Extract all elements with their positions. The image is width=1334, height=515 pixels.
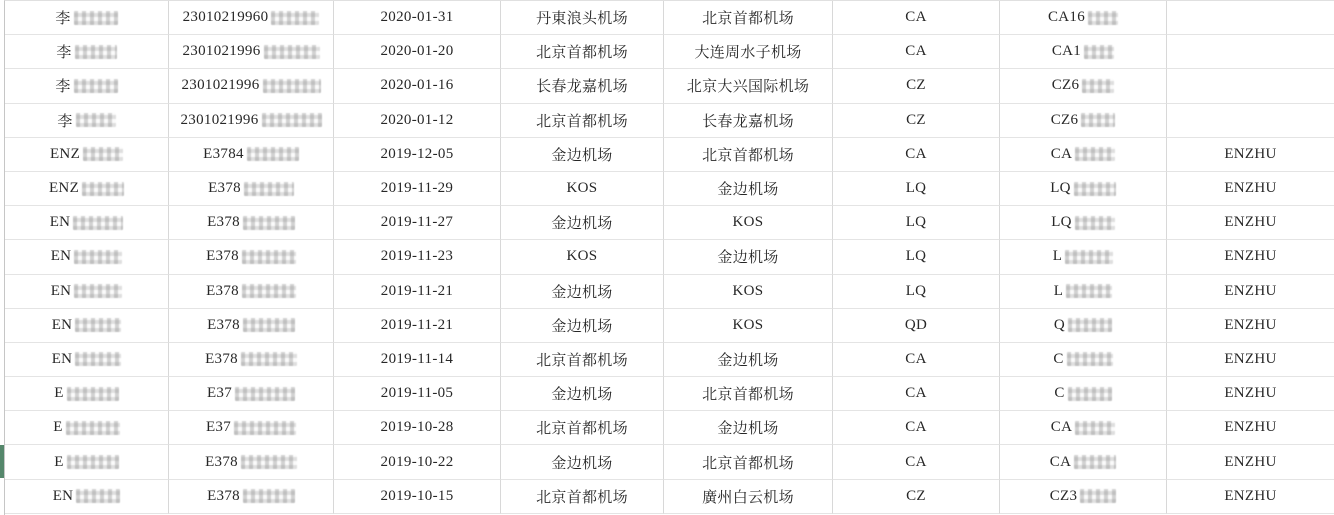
cell-text: E	[53, 419, 63, 436]
cell-id-number[interactable]	[169, 275, 334, 309]
cell-airline-code[interactable]	[833, 240, 1000, 274]
cell-text: E378	[207, 487, 240, 504]
cell-text: 廣州白云机场	[702, 489, 794, 506]
redacted-blur-patch	[1066, 284, 1112, 298]
redacted-blur-patch	[241, 352, 297, 366]
cell-text: 金边机场	[551, 318, 613, 335]
redacted-blur-patch	[242, 284, 296, 298]
cell-text: EN	[50, 248, 72, 265]
cell-text: EN	[50, 282, 72, 299]
cell-text: 李	[55, 11, 71, 28]
cell-text: 长春龙嘉机场	[536, 79, 628, 96]
cell-passenger-code[interactable]	[1167, 138, 1334, 172]
cell-text: 金边机场	[551, 284, 613, 301]
cell-passenger-code[interactable]	[1167, 206, 1334, 240]
redacted-blur-patch	[1075, 421, 1115, 435]
cell-arrival-airport[interactable]	[664, 275, 833, 309]
cell-flight-date[interactable]	[334, 480, 501, 514]
cell-departure-airport[interactable]	[501, 69, 664, 103]
cell-passenger-name[interactable]	[5, 172, 169, 206]
cell-flight-number[interactable]	[1000, 69, 1167, 103]
cell-passenger-code[interactable]	[1167, 377, 1334, 411]
cell-airline-code[interactable]	[833, 35, 1000, 69]
cell-text: KOS	[732, 214, 764, 231]
cell-flight-date[interactable]	[334, 206, 501, 240]
cell-text: 2019-11-29	[380, 180, 454, 197]
cell-passenger-name[interactable]	[5, 480, 169, 514]
cell-flight-date[interactable]	[334, 445, 501, 479]
cell-passenger-name[interactable]	[5, 377, 169, 411]
redacted-blur-patch	[1074, 182, 1116, 196]
cell-flight-date[interactable]	[334, 240, 501, 274]
cell-text: E378	[206, 248, 239, 265]
cell-passenger-code[interactable]	[1167, 35, 1334, 69]
cell-flight-number[interactable]	[1000, 35, 1167, 69]
redacted-blur-patch	[1065, 250, 1113, 264]
redacted-blur-patch	[67, 387, 119, 401]
cell-text: KOS	[566, 248, 598, 265]
cell-text: ENZHU	[1224, 385, 1277, 402]
cell-text: CA	[905, 43, 927, 60]
redacted-blur-patch	[1075, 216, 1115, 230]
cell-text: 北京首都机场	[702, 455, 794, 472]
cell-text: 2301021996	[180, 111, 259, 128]
cell-id-number[interactable]	[169, 104, 334, 138]
redacted-blur-patch	[74, 250, 122, 264]
cell-flight-number[interactable]	[1000, 377, 1167, 411]
redacted-blur-patch	[271, 11, 319, 25]
cell-passenger-name[interactable]	[5, 411, 169, 445]
cell-text: 金边机场	[717, 250, 779, 267]
cell-text: CA	[1049, 453, 1072, 470]
cell-arrival-airport[interactable]	[664, 343, 833, 377]
cell-arrival-airport[interactable]	[664, 172, 833, 206]
cell-flight-number[interactable]	[1000, 309, 1167, 343]
cell-arrival-airport[interactable]	[664, 206, 833, 240]
cell-flight-date[interactable]	[334, 411, 501, 445]
redacted-blur-patch	[235, 387, 295, 401]
redacted-blur-patch	[1075, 147, 1115, 161]
redacted-blur-patch	[73, 216, 123, 230]
cell-airline-code[interactable]	[833, 411, 1000, 445]
cell-text: ENZHU	[1224, 145, 1277, 162]
cell-text: 2019-10-15	[380, 487, 454, 504]
cell-flight-date[interactable]	[334, 172, 501, 206]
cell-id-number[interactable]	[169, 445, 334, 479]
cell-text: ENZHU	[1224, 214, 1277, 231]
redacted-blur-patch	[1067, 352, 1113, 366]
cell-text: CZ	[906, 111, 926, 128]
cell-text: 2019-11-21	[380, 316, 454, 333]
cell-text: CZ6	[1050, 111, 1079, 128]
cell-passenger-name[interactable]	[5, 309, 169, 343]
cell-airline-code[interactable]	[833, 377, 1000, 411]
redacted-blur-patch	[244, 182, 294, 196]
cell-text: ENZ	[49, 145, 81, 162]
cell-text: 长春龙嘉机场	[702, 113, 794, 130]
cell-text: C	[1053, 350, 1064, 367]
cell-flight-number[interactable]	[1000, 172, 1167, 206]
cell-id-number[interactable]	[169, 172, 334, 206]
cell-text: 金边机场	[717, 352, 779, 369]
redacted-blur-patch	[243, 216, 295, 230]
redacted-blur-patch	[1068, 318, 1112, 332]
cell-text: E	[54, 453, 64, 470]
cell-flight-date[interactable]	[334, 35, 501, 69]
cell-passenger-code[interactable]	[1167, 445, 1334, 479]
cell-text: E3784	[203, 145, 244, 162]
cell-text: 丹東浪头机场	[536, 11, 628, 28]
cell-airline-code[interactable]	[833, 206, 1000, 240]
redacted-blur-patch	[263, 79, 321, 93]
cell-id-number[interactable]	[169, 411, 334, 445]
cell-text: CA	[905, 350, 927, 367]
cell-text: 北京首都机场	[536, 45, 628, 62]
cell-passenger-name[interactable]	[5, 69, 169, 103]
cell-flight-number[interactable]	[1000, 480, 1167, 514]
cell-passenger-code[interactable]	[1167, 411, 1334, 445]
cell-text: EN	[51, 316, 73, 333]
cell-text: E378	[207, 214, 240, 231]
cell-text: CA16	[1047, 9, 1086, 26]
cell-text: 金边机场	[551, 455, 613, 472]
redacted-blur-patch	[82, 182, 124, 196]
cell-text: 2020-01-16	[380, 77, 454, 94]
cell-id-number[interactable]	[169, 138, 334, 172]
cell-text: 北京首都机场	[536, 352, 628, 369]
cell-arrival-airport[interactable]	[664, 138, 833, 172]
cell-text: LQ	[1051, 214, 1072, 231]
cell-arrival-airport[interactable]	[664, 480, 833, 514]
cell-arrival-airport[interactable]	[664, 445, 833, 479]
cell-text: 2020-01-12	[380, 111, 454, 128]
cell-flight-date[interactable]	[334, 275, 501, 309]
redacted-blur-patch	[75, 352, 121, 366]
cell-text: 2019-11-27	[380, 214, 454, 231]
redacted-blur-patch	[241, 455, 297, 469]
cell-text: CZ6	[1051, 77, 1080, 94]
cell-flight-date[interactable]	[334, 138, 501, 172]
cell-text: 李	[56, 45, 72, 62]
cell-departure-airport[interactable]	[501, 1, 664, 35]
cell-passenger-name[interactable]	[5, 104, 169, 138]
redacted-blur-patch	[243, 489, 295, 503]
cell-airline-code[interactable]	[833, 275, 1000, 309]
cell-text: ENZHU	[1224, 248, 1277, 265]
redacted-blur-patch	[1074, 455, 1116, 469]
cell-departure-airport[interactable]	[501, 411, 664, 445]
redacted-blur-patch	[75, 318, 121, 332]
row-selection-marker	[0, 445, 4, 478]
cell-flight-number[interactable]	[1000, 445, 1167, 479]
cell-airline-code[interactable]	[833, 138, 1000, 172]
cell-departure-airport[interactable]	[501, 445, 664, 479]
cell-departure-airport[interactable]	[501, 377, 664, 411]
cell-text: 北京大兴国际机场	[686, 79, 810, 96]
redacted-blur-patch	[75, 45, 117, 59]
cell-text: 李	[55, 79, 71, 96]
cell-flight-date[interactable]	[334, 104, 501, 138]
redacted-blur-patch	[243, 318, 295, 332]
cell-text: 金边机场	[717, 421, 779, 438]
cell-flight-number[interactable]	[1000, 1, 1167, 35]
cell-text: 北京首都机场	[702, 11, 794, 28]
cell-text: KOS	[732, 282, 764, 299]
cell-text: 金边机场	[551, 147, 613, 164]
redacted-blur-patch	[74, 79, 118, 93]
cell-airline-code[interactable]	[833, 172, 1000, 206]
cell-text: LQ	[905, 282, 927, 299]
cell-airline-code[interactable]	[833, 69, 1000, 103]
cell-passenger-name[interactable]	[5, 1, 169, 35]
cell-flight-number[interactable]	[1000, 104, 1167, 138]
cell-text: E378	[208, 180, 241, 197]
redacted-blur-patch	[234, 421, 296, 435]
redacted-blur-patch	[74, 11, 118, 25]
cell-passenger-code[interactable]	[1167, 309, 1334, 343]
cell-id-number[interactable]	[169, 309, 334, 343]
cell-flight-number[interactable]	[1000, 411, 1167, 445]
redacted-blur-patch	[1084, 45, 1114, 59]
cell-passenger-code[interactable]	[1167, 343, 1334, 377]
cell-text: CA	[1050, 419, 1073, 436]
cell-id-number[interactable]	[169, 480, 334, 514]
cell-text: CZ	[906, 487, 926, 504]
cell-text: 北京首都机场	[702, 387, 794, 404]
cell-departure-airport[interactable]	[501, 343, 664, 377]
cell-arrival-airport[interactable]	[664, 377, 833, 411]
cell-flight-date[interactable]	[334, 343, 501, 377]
cell-text: CA	[905, 419, 927, 436]
cell-text: 2019-12-05	[380, 145, 454, 162]
cell-airline-code[interactable]	[833, 343, 1000, 377]
cell-text: CA1	[1051, 43, 1082, 60]
cell-text: 2020-01-31	[380, 9, 454, 26]
cell-arrival-airport[interactable]	[664, 411, 833, 445]
cell-passenger-code[interactable]	[1167, 240, 1334, 274]
cell-text: ENZ	[48, 180, 80, 197]
cell-text: QD	[904, 316, 928, 333]
cell-text: 金边机场	[717, 182, 779, 199]
cell-text: 大连周水子机场	[694, 45, 802, 62]
cell-airline-code[interactable]	[833, 445, 1000, 479]
redacted-blur-patch	[1082, 79, 1114, 93]
flight-records-table	[4, 0, 1334, 515]
cell-flight-date[interactable]	[334, 377, 501, 411]
cell-flight-date[interactable]	[334, 1, 501, 35]
cell-text: 北京首都机场	[536, 489, 628, 506]
cell-id-number[interactable]	[169, 343, 334, 377]
cell-text: E37	[205, 419, 232, 436]
cell-text: 2019-10-22	[380, 453, 454, 470]
cell-id-number[interactable]	[169, 377, 334, 411]
cell-passenger-name[interactable]	[5, 240, 169, 274]
cell-passenger-name[interactable]	[5, 445, 169, 479]
cell-departure-airport[interactable]	[501, 275, 664, 309]
cell-id-number[interactable]	[169, 240, 334, 274]
redacted-blur-patch	[67, 455, 119, 469]
cell-departure-airport[interactable]	[501, 104, 664, 138]
redacted-blur-patch	[1080, 489, 1116, 503]
cell-text: CZ3	[1049, 487, 1078, 504]
cell-passenger-name[interactable]	[5, 343, 169, 377]
cell-departure-airport[interactable]	[501, 480, 664, 514]
cell-passenger-code[interactable]	[1167, 104, 1334, 138]
cell-text: ENZHU	[1224, 487, 1277, 504]
cell-text: E37	[206, 385, 233, 402]
cell-id-number[interactable]	[169, 35, 334, 69]
cell-text: 2019-11-05	[380, 385, 454, 402]
cell-text: 2301021996	[182, 43, 261, 60]
cell-passenger-name[interactable]	[5, 138, 169, 172]
cell-text: 北京首都机场	[536, 113, 628, 130]
cell-departure-airport[interactable]	[501, 240, 664, 274]
cell-passenger-code[interactable]	[1167, 275, 1334, 309]
redacted-blur-patch	[66, 421, 120, 435]
cell-text: ENZHU	[1224, 316, 1277, 333]
cell-id-number[interactable]	[169, 206, 334, 240]
cell-id-number[interactable]	[169, 1, 334, 35]
redacted-blur-patch	[262, 113, 322, 127]
cell-arrival-airport[interactable]	[664, 1, 833, 35]
cell-text: E378	[206, 282, 239, 299]
cell-flight-date[interactable]	[334, 69, 501, 103]
cell-arrival-airport[interactable]	[664, 35, 833, 69]
cell-text: E378	[205, 350, 238, 367]
cell-arrival-airport[interactable]	[664, 240, 833, 274]
cell-text: 金边机场	[551, 216, 613, 233]
cell-text: LQ	[905, 180, 927, 197]
cell-text: E378	[207, 316, 240, 333]
cell-text: LQ	[905, 248, 927, 265]
cell-text: 2301021996	[181, 77, 260, 94]
cell-text: ENZHU	[1224, 419, 1277, 436]
redacted-blur-patch	[1081, 113, 1115, 127]
cell-flight-number[interactable]	[1000, 275, 1167, 309]
cell-airline-code[interactable]	[833, 1, 1000, 35]
cell-text: E378	[205, 453, 238, 470]
cell-text: 2019-11-14	[380, 350, 454, 367]
cell-text: 北京首都机场	[536, 421, 628, 438]
cell-text: L	[1052, 248, 1063, 265]
cell-text: 李	[57, 113, 73, 130]
cell-departure-airport[interactable]	[501, 206, 664, 240]
redacted-blur-patch	[76, 113, 116, 127]
cell-text: KOS	[732, 316, 764, 333]
redacted-blur-patch	[242, 250, 296, 264]
cell-text: 2019-10-28	[380, 419, 454, 436]
cell-text: 2019-11-23	[380, 248, 454, 265]
redacted-blur-patch	[247, 147, 299, 161]
cell-text: 2019-11-21	[380, 282, 454, 299]
cell-text: CA	[905, 145, 927, 162]
cell-departure-airport[interactable]	[501, 35, 664, 69]
cell-flight-number[interactable]	[1000, 343, 1167, 377]
redacted-blur-patch	[74, 284, 122, 298]
cell-text: 北京首都机场	[702, 147, 794, 164]
cell-passenger-code[interactable]	[1167, 172, 1334, 206]
cell-id-number[interactable]	[169, 69, 334, 103]
cell-text: ENZHU	[1224, 453, 1277, 470]
cell-text: KOS	[566, 180, 598, 197]
cell-text: ENZHU	[1224, 180, 1277, 197]
cell-text: ENZHU	[1224, 282, 1277, 299]
cell-text: CA	[1050, 145, 1073, 162]
cell-airline-code[interactable]	[833, 480, 1000, 514]
cell-passenger-code[interactable]	[1167, 1, 1334, 35]
redacted-blur-patch	[1088, 11, 1118, 25]
cell-text: CZ	[906, 77, 926, 94]
cell-text: CA	[905, 385, 927, 402]
cell-flight-date[interactable]	[334, 309, 501, 343]
redacted-blur-patch	[1068, 387, 1112, 401]
cell-arrival-airport[interactable]	[664, 69, 833, 103]
cell-passenger-code[interactable]	[1167, 480, 1334, 514]
cell-text: L	[1053, 282, 1064, 299]
cell-passenger-name[interactable]	[5, 206, 169, 240]
cell-text: 2020-01-20	[380, 43, 454, 60]
cell-text: CA	[905, 453, 927, 470]
cell-text: E	[54, 385, 64, 402]
cell-airline-code[interactable]	[833, 309, 1000, 343]
cell-departure-airport[interactable]	[501, 172, 664, 206]
cell-flight-number[interactable]	[1000, 138, 1167, 172]
cell-text: LQ	[905, 214, 927, 231]
cell-flight-number[interactable]	[1000, 240, 1167, 274]
cell-airline-code[interactable]	[833, 104, 1000, 138]
cell-text: Q	[1053, 316, 1066, 333]
cell-text: CA	[905, 9, 927, 26]
cell-text: EN	[51, 350, 73, 367]
cell-passenger-name[interactable]	[5, 275, 169, 309]
cell-arrival-airport[interactable]	[664, 104, 833, 138]
cell-text: 23010219960	[182, 9, 269, 26]
cell-text: 金边机场	[551, 387, 613, 404]
cell-departure-airport[interactable]	[501, 138, 664, 172]
cell-text: ENZHU	[1224, 350, 1277, 367]
cell-text: EN	[52, 487, 74, 504]
redacted-blur-patch	[264, 45, 320, 59]
cell-text: C	[1054, 385, 1065, 402]
redacted-blur-patch	[83, 147, 123, 161]
cell-departure-airport[interactable]	[501, 309, 664, 343]
cell-passenger-code[interactable]	[1167, 69, 1334, 103]
cell-passenger-name[interactable]	[5, 35, 169, 69]
cell-flight-number[interactable]	[1000, 206, 1167, 240]
redacted-blur-patch	[76, 489, 120, 503]
cell-text: EN	[49, 214, 71, 231]
cell-text: LQ	[1050, 180, 1071, 197]
cell-arrival-airport[interactable]	[664, 309, 833, 343]
